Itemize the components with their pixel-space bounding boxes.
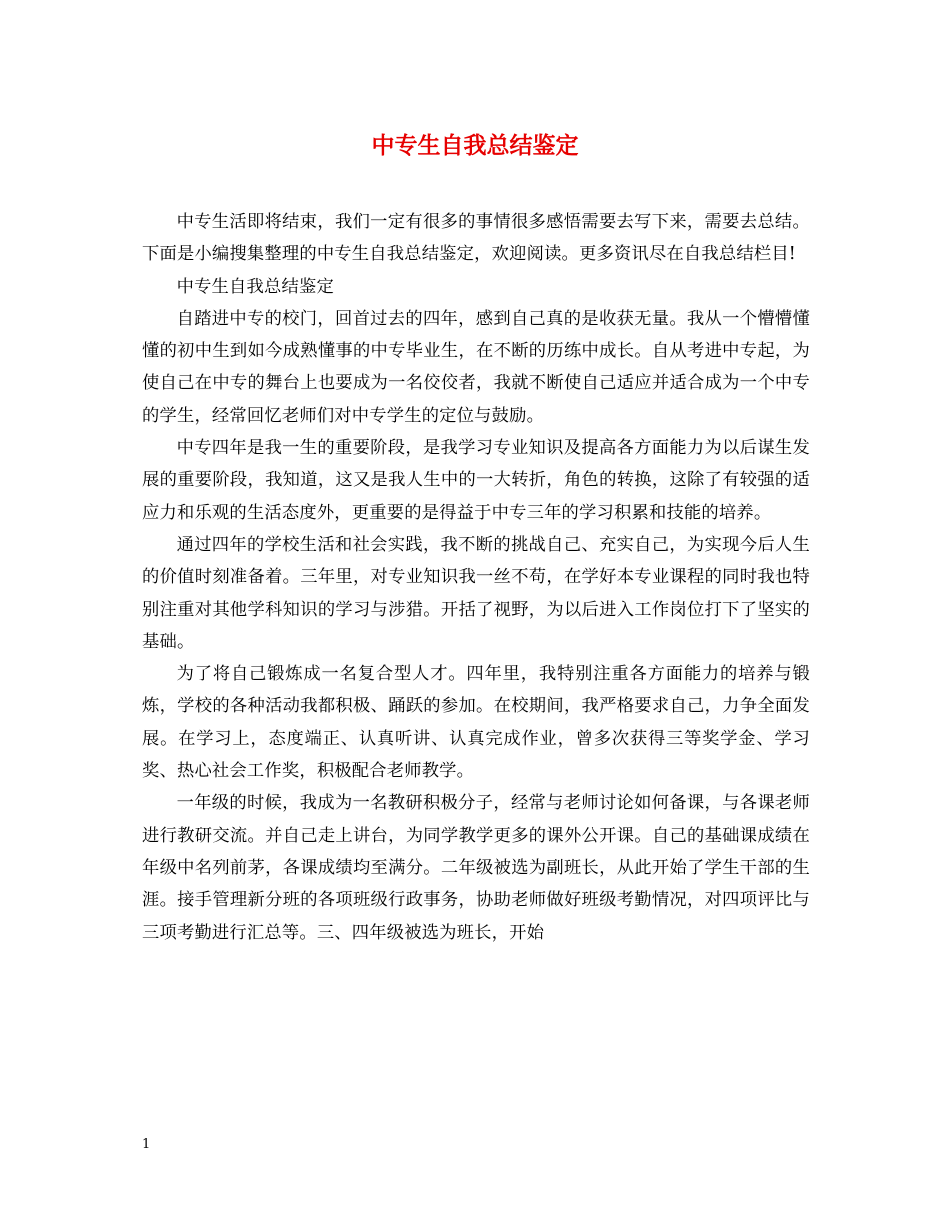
paragraph: 自踏进中专的校门，回首过去的四年，感到自己真的是收获无量。我从一个懵懵懂懂的初中生到如今成熟懂事的中专毕业生，在不断的历练中成长。自从考进中专起，为使自己在中专的舞台上也要成为一名佼佼者，我就不断使自己适应并适合成为一个中专的学生，经常回忆老师们对中专学生的定位与鼓励。: [142, 308, 810, 426]
page-number: 1: [142, 1137, 151, 1152]
paragraph-intro: 中专生活即将结束，我们一定有很多的事情很多感悟需要去写下来，需要去总结。下面是小编搜集整理的中专生自我总结鉴定，欢迎阅读。更多资讯尽在自我总结栏目!: [142, 212, 810, 265]
paragraph: 通过四年的学校生活和社会实践，我不断的挑战自己、充实自己，为实现今后人生的价值时刻准备着。三年里，对专业知识我一丝不苟，在学好本专业课程的同时我也特别注重对其他学科知识的学习与涉猎。开括了视野，为以后进入工作岗位打下了坚实的基础。: [142, 534, 810, 652]
page-title: 中专生自我总结鉴定: [371, 133, 579, 159]
document-body: [142, 206, 810, 949]
paragraph: 中专四年是我一生的重要阶段，是我学习专业知识及提高各方面能力为以后谋生发展的重要阶段，我知道，这又是我人生中的一大转折，角色的转换，这除了有较强的适应力和乐观的生活态度外，更重要的是得益于中专三年的学习积累和技能的培养。: [142, 438, 810, 523]
paragraph-subtitle: 中专生自我总结鉴定: [176, 276, 334, 297]
paragraph: 一年级的时候，我成为一名教研积极分子，经常与老师讨论如何备课，与各课老师进行教研交流。并自己走上讲台，为同学教学更多的课外公开课。自己的基础课成绩在年级中名列前茅，各课成绩均至满分。二年级被选为副班长，从此开始了学生干部的生涯。接手管理新分班的各项班级行政事务，协助老师做好班级考勤情况，对四项评比与三项考勤进行汇总等。三、四年级被选为班长，开始: [142, 793, 810, 943]
paragraph: 为了将自己锻炼成一名复合型人才。四年里，我特别注重各方面能力的培养与锻炼，学校的各种活动我都积极、踊跃的参加。在校期间，我严格要求自己，力争全面发展。在学习上，态度端正、认真听讲、认真完成作业，曾多次获得三等奖学金、学习奖、热心社会工作奖，积极配合老师教学。: [142, 664, 810, 782]
